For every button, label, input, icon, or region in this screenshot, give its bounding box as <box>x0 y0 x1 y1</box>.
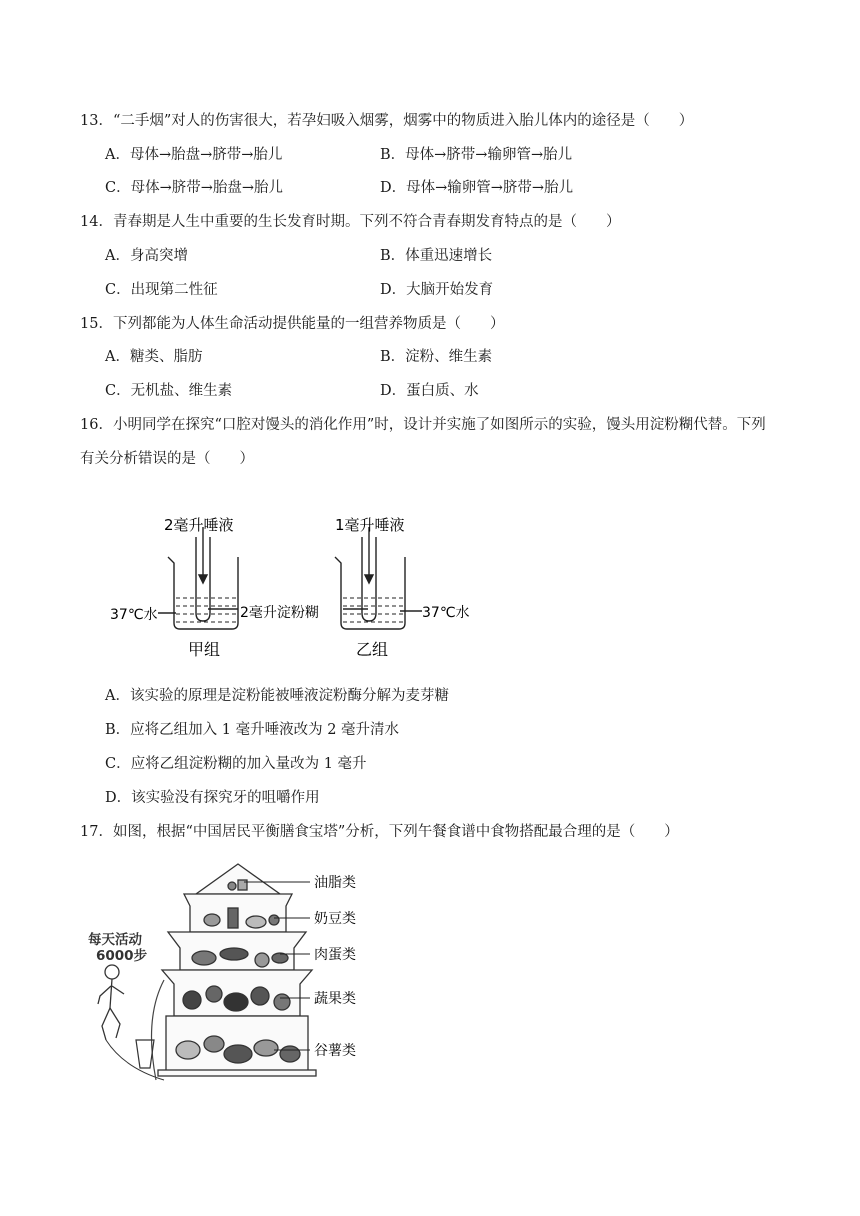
q15-option-d[interactable]: D．蛋白质、水 <box>380 383 479 399</box>
label-water-37-left: 37℃水 <box>110 607 158 623</box>
label-meat-egg: 肉蛋类 <box>314 947 356 963</box>
pyramid-layer-grain <box>158 1016 316 1076</box>
q14-option-a[interactable]: A．身高突增 <box>105 248 188 264</box>
q13-option-b[interactable]: B．母体→脐带→输卵管→胎儿 <box>380 147 573 163</box>
label-saliva-1ml: 1毫升唾液 <box>335 516 405 534</box>
q14-option-d[interactable]: D．大脑开始发育 <box>380 282 494 298</box>
q16-option-d[interactable]: D．该实验没有探究牙的咀嚼作用 <box>105 790 320 806</box>
label-group-a: 甲组 <box>188 640 221 659</box>
q13-option-c[interactable]: C．母体→脐带→胎盘→胎儿 <box>105 180 284 196</box>
q16-stem-line1: 16．小明同学在探究“口腔对馒头的消化作用”时，设计并实施了如图所示的实验，馒头用淀粉糊代替。下列 <box>80 417 766 433</box>
pyramid-layer-dairy <box>184 894 292 932</box>
track-arc <box>152 980 165 1080</box>
activity-label-line2: 6000步 <box>96 948 148 964</box>
label-grain: 谷薯类 <box>314 1043 356 1059</box>
q14-option-c[interactable]: C．出现第二性征 <box>105 282 218 298</box>
q13-option-d[interactable]: D．母体→输卵管→脐带→胎儿 <box>380 180 574 196</box>
q14-stem: 14．青春期是人生中重要的生长发育时期。下列不符合青春期发育特点的是（ ） <box>80 214 621 230</box>
q15-option-a[interactable]: A．糖类、脂肪 <box>105 349 203 365</box>
label-veg-fruit: 蔬果类 <box>314 991 356 1007</box>
q16-option-b[interactable]: B．应将乙组加入 1 毫升唾液改为 2 毫升清水 <box>105 722 400 738</box>
label-starch-paste: 2毫升淀粉糊 <box>240 605 319 621</box>
runner-illustration <box>98 965 164 1080</box>
q14-option-b[interactable]: B．体重迅速增长 <box>380 248 493 264</box>
q13-stem: 13．“二手烟”对人的伤害很大，若孕妇吸入烟雾，烟雾中的物质进入胎儿体内的途径是（ ） <box>80 113 694 129</box>
q13-option-a[interactable]: A．母体→胎盘→脐带→胎儿 <box>105 147 283 163</box>
pyramid-layer-meat <box>168 932 306 970</box>
pyramid-layer-veg <box>162 970 312 1016</box>
q16-option-c[interactable]: C．应将乙组淀粉糊的加入量改为 1 毫升 <box>105 756 367 772</box>
label-saliva-2ml: 2毫升唾液 <box>164 516 234 534</box>
saliva-experiment-figure <box>100 505 470 660</box>
beaker-group-a <box>158 527 238 629</box>
q15-option-b[interactable]: B．淀粉、维生素 <box>380 349 493 365</box>
beaker-group-b <box>335 527 422 629</box>
pyramid-layer-oil <box>196 864 280 894</box>
q15-stem: 15．下列都能为人体生命活动提供能量的一组营养物质是（ ） <box>80 316 505 332</box>
q16-option-a[interactable]: A．该实验的原理是淀粉能被唾液淀粉酶分解为麦芽糖 <box>105 688 449 704</box>
q17-stem: 17．如图，根据“中国居民平衡膳食宝塔”分析，下列午餐食谱中食物搭配最合理的是（ ） <box>80 824 679 840</box>
food-pyramid-figure <box>84 858 384 1088</box>
q15-option-c[interactable]: C．无机盐、维生素 <box>105 383 233 399</box>
label-dairy: 奶豆类 <box>314 911 356 927</box>
activity-label-line1: 每天活动 <box>88 932 142 948</box>
label-water-37-right: 37℃水 <box>422 605 470 621</box>
label-group-b: 乙组 <box>356 640 389 659</box>
q16-stem-line2: 有关分析错误的是（ ） <box>80 451 254 467</box>
label-oil: 油脂类 <box>314 875 356 891</box>
